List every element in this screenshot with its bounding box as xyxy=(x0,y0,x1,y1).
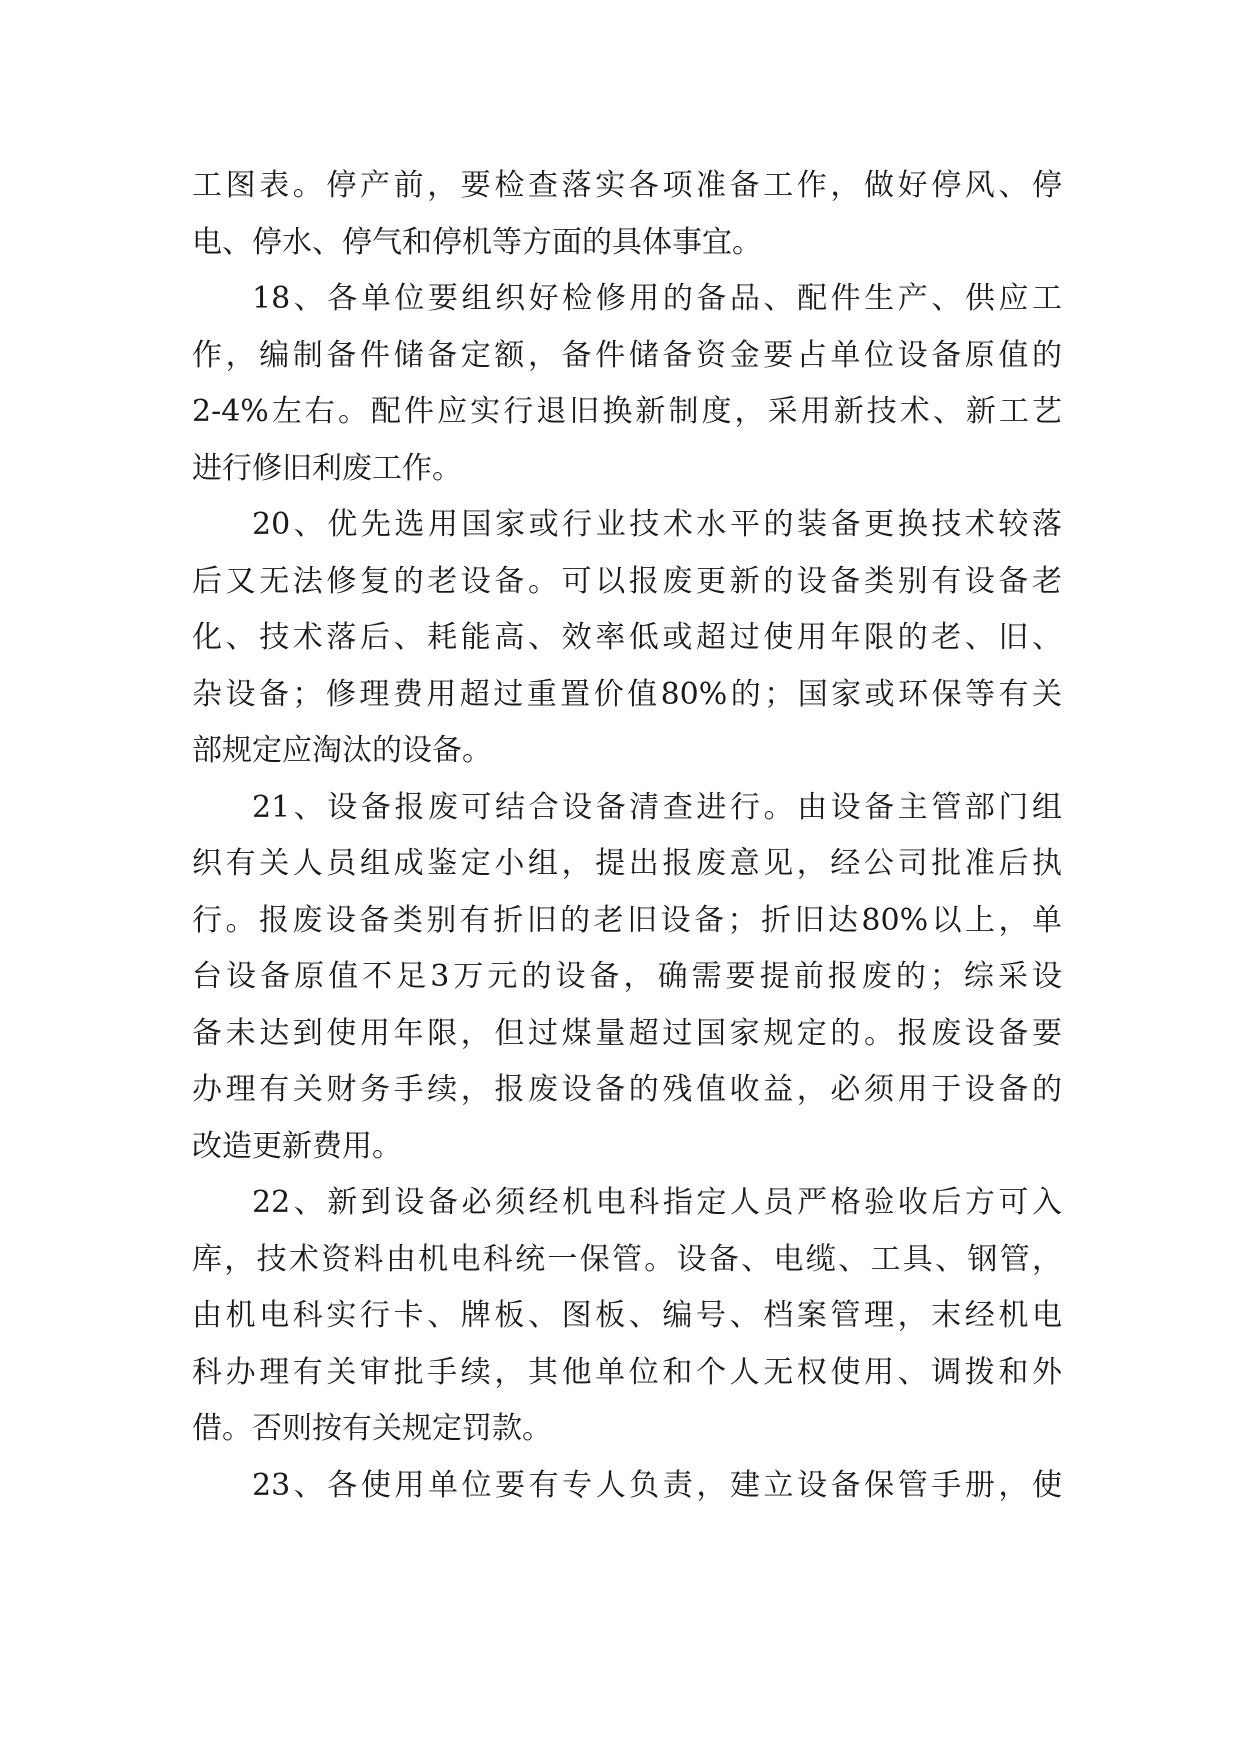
text-line: 台设备原值不足3万元的设备，确需要提前报废的；综采设 xyxy=(192,959,1062,994)
text-line: 2-4%左右。配件应实行退旧换新制度，采用新技术、新工艺 xyxy=(192,394,1062,429)
paragraph-18-start: 18、各单位要组织好检修用的备品、配件生产、供应工 xyxy=(252,281,1062,316)
paragraph-21-start: 21、设备报废可结合设备清查进行。由设备主管部门组 xyxy=(252,790,1062,825)
text-line: 改造更新费用。 xyxy=(192,1129,402,1164)
text-line: 化、技术落后、耗能高、效率低或超过使用年限的老、旧、 xyxy=(192,620,1062,655)
text-line: 行。报废设备类别有折旧的老旧设备；折旧达80%以上，单 xyxy=(192,903,1062,938)
paragraph-22-start: 22、新到设备必须经机电科指定人员严格验收后方可入 xyxy=(252,1185,1062,1220)
paragraph-23-start: 23、各使用单位要有专人负责，建立设备保管手册，使 xyxy=(252,1468,1062,1503)
text-line: 作，编制备件储备定额，备件储备资金要占单位设备原值的 xyxy=(192,338,1062,373)
text-line: 进行修旧利废工作。 xyxy=(192,451,462,486)
text-line: 备未达到使用年限，但过煤量超过国家规定的。报废设备要 xyxy=(192,1016,1062,1051)
text-line: 借。否则按有关规定罚款。 xyxy=(192,1411,552,1446)
text-line: 后又无法修复的老设备。可以报废更新的设备类别有设备老 xyxy=(192,564,1062,599)
text-line: 织有关人员组成鉴定小组，提出报废意见，经公司批准后执 xyxy=(192,846,1062,881)
text-line: 库，技术资料由机电科统一保管。设备、电缆、工具、钢管， xyxy=(192,1242,1062,1277)
text-line: 由机电科实行卡、牌板、图板、编号、档案管理，末经机电 xyxy=(192,1298,1062,1333)
text-line: 科办理有关审批手续，其他单位和个人无权使用、调拨和外 xyxy=(192,1355,1062,1390)
paragraph-20-start: 20、优先选用国家或行业技术水平的装备更换技术较落 xyxy=(252,507,1062,542)
text-line: 工图表。停产前，要检查落实各项准备工作，做好停风、停 xyxy=(192,168,1062,203)
text-line: 杂设备；修理费用超过重置价值80%的；国家或环保等有关 xyxy=(192,677,1062,712)
text-line: 电、停水、停气和停机等方面的具体事宜。 xyxy=(192,225,762,260)
text-line: 办理有关财务手续，报废设备的残值收益，必须用于设备的 xyxy=(192,1072,1062,1107)
text-line: 部规定应淘汰的设备。 xyxy=(192,733,492,768)
